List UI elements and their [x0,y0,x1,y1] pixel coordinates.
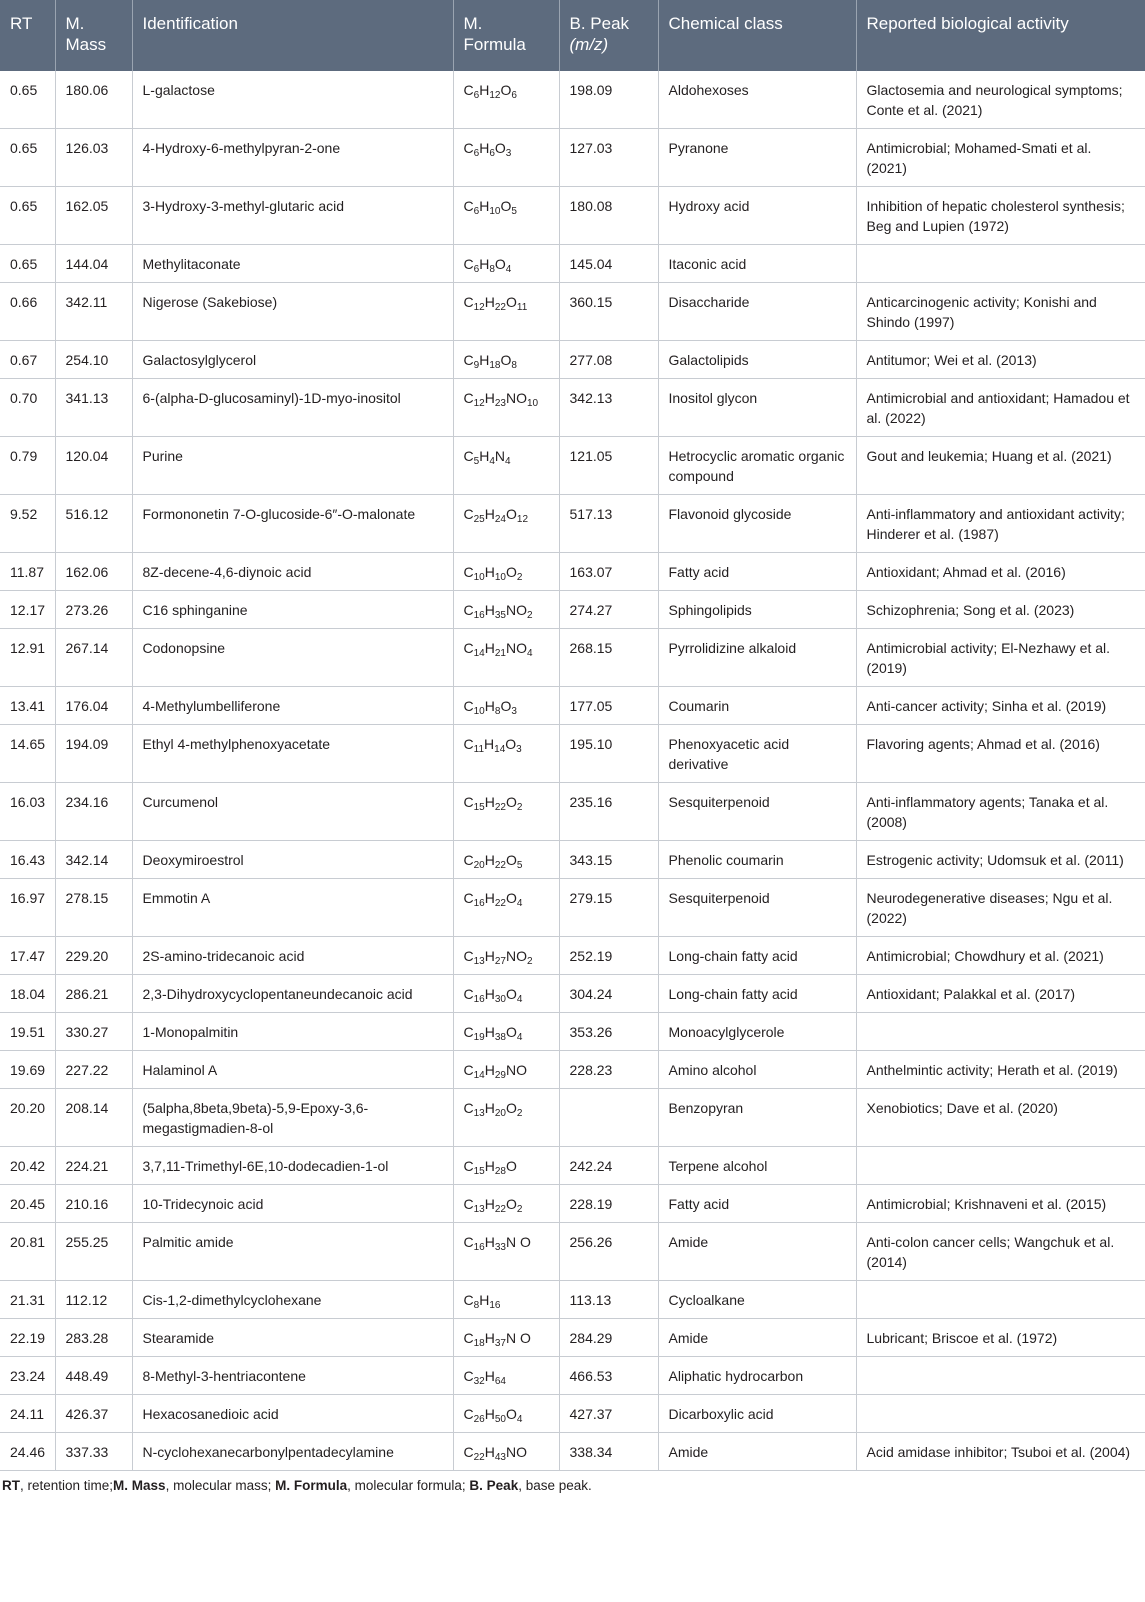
header-rt: RT [0,0,55,71]
cell-rt: 12.91 [0,629,55,687]
cell-rt: 0.65 [0,129,55,187]
cell-activity: Antimicrobial; Krishnaveni et al. (2015) [856,1185,1145,1223]
cell-rt: 0.70 [0,379,55,437]
cell-identification: 2S-amino-tridecanoic acid [132,937,453,975]
cell-class: Amide [658,1433,856,1471]
cell-activity: Gout and leukemia; Huang et al. (2021) [856,437,1145,495]
cell-mass: 254.10 [55,341,132,379]
cell-mass: 234.16 [55,783,132,841]
cell-identification: Codonopsine [132,629,453,687]
cell-bpeak: 342.13 [559,379,658,437]
table-row [0,1395,1145,1433]
cell-mass: 180.06 [55,71,132,129]
cell-formula: $C_{14}H_{29}NO$ [453,1051,559,1089]
cell-rt: 24.11 [0,1395,55,1433]
footnote-mass-abbr: M. Mass [113,1478,166,1493]
cell-bpeak: 198.09 [559,71,658,129]
cell-formula: $C_{16}H_{35}NO_2$ [453,591,559,629]
cell-rt: 14.65 [0,725,55,783]
cell-activity [856,245,1145,283]
cell-bpeak: 163.07 [559,553,658,591]
cell-identification: Cis-1,2-dimethylcyclohexane [132,1281,453,1319]
cell-bpeak: 121.05 [559,437,658,495]
cell-mass: 210.16 [55,1185,132,1223]
table-row [0,1185,1145,1223]
cell-rt: 0.65 [0,187,55,245]
table-row [0,687,1145,725]
cell-identification: Formononetin 7-O-glucoside-6″-O-malonate [132,495,453,553]
cell-mass: 144.04 [55,245,132,283]
table-row [0,71,1145,129]
table-row [0,1089,1145,1147]
cell-formula: $C_{16}H_{30}O_4$ [453,975,559,1013]
cell-activity: Antitumor; Wei et al. (2013) [856,341,1145,379]
cell-formula: $C_{10}H_{10}O_2$ [453,553,559,591]
cell-formula: $C_{16}H_{22}O_4$ [453,879,559,937]
cell-activity: Anticarcinogenic activity; Konishi and Shindo (1997) [856,283,1145,341]
table-row [0,187,1145,245]
cell-rt: 18.04 [0,975,55,1013]
cell-activity: Antimicrobial; Chowdhury et al. (2021) [856,937,1145,975]
cell-bpeak: 113.13 [559,1281,658,1319]
cell-mass: 162.06 [55,553,132,591]
cell-mass: 286.21 [55,975,132,1013]
table-row [0,591,1145,629]
cell-class: Flavonoid glycoside [658,495,856,553]
cell-rt: 23.24 [0,1357,55,1395]
cell-class: Coumarin [658,687,856,725]
cell-activity: Antimicrobial activity; El-Nezhawy et al. (2019) [856,629,1145,687]
cell-mass: 267.14 [55,629,132,687]
table-row [0,879,1145,937]
cell-bpeak: 338.34 [559,1433,658,1471]
cell-rt: 17.47 [0,937,55,975]
cell-activity: Xenobiotics; Dave et al. (2020) [856,1089,1145,1147]
cell-class: Phenolic coumarin [658,841,856,879]
cell-formula: $C_{20}H_{22}O_5$ [453,841,559,879]
table-row [0,937,1145,975]
cell-class: Hydroxy acid [658,187,856,245]
cell-rt: 0.65 [0,71,55,129]
cell-formula: $C_6H_{12}O_6$ [453,71,559,129]
cell-bpeak: 235.16 [559,783,658,841]
cell-identification: Curcumenol [132,783,453,841]
cell-mass: 426.37 [55,1395,132,1433]
cell-class: Cycloalkane [658,1281,856,1319]
cell-rt: 19.69 [0,1051,55,1089]
cell-formula: $C_{13}H_{20}O_2$ [453,1089,559,1147]
cell-bpeak [559,1089,658,1147]
cell-class: Amide [658,1319,856,1357]
cell-class: Pyranone [658,129,856,187]
table-row [0,379,1145,437]
footnote-bpeak-abbr: B. Peak [469,1478,519,1493]
header-bpeak-unit: (m/z) [569,35,609,54]
header-formula: M. Formula [453,0,559,71]
cell-rt: 12.17 [0,591,55,629]
cell-mass: 283.28 [55,1319,132,1357]
table-row [0,129,1145,187]
cell-activity: Estrogenic activity; Udomsuk et al. (2011) [856,841,1145,879]
cell-rt: 0.65 [0,245,55,283]
cell-formula: $C_9H_{18}O_8$ [453,341,559,379]
cell-activity: Anti-inflammatory and antioxidant activity; Hinderer et al. (1987) [856,495,1145,553]
cell-rt: 16.03 [0,783,55,841]
cell-identification: 6-(alpha-D-glucosaminyl)-1D-myo-inositol [132,379,453,437]
footnote-formula-abbr: M. Formula [275,1478,348,1493]
cell-class: Galactolipids [658,341,856,379]
cell-activity: Anti-colon cancer cells; Wangchuk et al. (2014) [856,1223,1145,1281]
cell-activity [856,1281,1145,1319]
cell-mass: 255.25 [55,1223,132,1281]
cell-identification: Methylitaconate [132,245,453,283]
cell-formula: $C_6H_{10}O_5$ [453,187,559,245]
cell-activity: Antimicrobial; Mohamed-Smati et al. (2021) [856,129,1145,187]
cell-class: Sphingolipids [658,591,856,629]
cell-activity: Anti-cancer activity; Sinha et al. (2019) [856,687,1145,725]
cell-formula: $C_{13}H_{22}O_2$ [453,1185,559,1223]
header-bpeak [559,0,658,71]
cell-activity: Schizophrenia; Song et al. (2023) [856,591,1145,629]
cell-mass: 330.27 [55,1013,132,1051]
table-row [0,1357,1145,1395]
cell-activity [856,1395,1145,1433]
cell-identification: N-cyclohexanecarbonylpentadecylamine [132,1433,453,1471]
cell-formula: $C_{32}H_{64}$ [453,1357,559,1395]
cell-activity: Inhibition of hepatic cholesterol synthesis; Beg and Lupien (1972) [856,187,1145,245]
cell-bpeak: 177.05 [559,687,658,725]
cell-bpeak: 517.13 [559,495,658,553]
cell-bpeak: 274.27 [559,591,658,629]
cell-identification: 1-Monopalmitin [132,1013,453,1051]
cell-formula: $C_8H_{16}$ [453,1281,559,1319]
footnote-rt-abbr: RT [2,1478,20,1493]
cell-mass: 341.13 [55,379,132,437]
cell-identification: 3-Hydroxy-3-methyl-glutaric acid [132,187,453,245]
cell-rt: 16.97 [0,879,55,937]
cell-formula: $C_{14}H_{21}NO_4$ [453,629,559,687]
cell-mass: 227.22 [55,1051,132,1089]
cell-class: Long-chain fatty acid [658,975,856,1013]
cell-class: Disaccharide [658,283,856,341]
cell-bpeak: 466.53 [559,1357,658,1395]
table-row [0,1281,1145,1319]
cell-class: Pyrrolidizine alkaloid [658,629,856,687]
table-row [0,437,1145,495]
cell-mass: 120.04 [55,437,132,495]
cell-formula: $C_5H_4N_4$ [453,437,559,495]
cell-identification: Nigerose (Sakebiose) [132,283,453,341]
table-row [0,1147,1145,1185]
table-header [0,0,1145,71]
table-row [0,245,1145,283]
cell-mass: 162.05 [55,187,132,245]
cell-formula: $C_{26}H_{50}O_4$ [453,1395,559,1433]
cell-mass: 273.26 [55,591,132,629]
cell-class: Monoacylglycerole [658,1013,856,1051]
cell-bpeak: 228.19 [559,1185,658,1223]
table-row [0,783,1145,841]
header-identification: Identification [132,0,453,71]
cell-activity: Lubricant; Briscoe et al. (1972) [856,1319,1145,1357]
cell-formula: $C_{15}H_{22}O_2$ [453,783,559,841]
table-row [0,1433,1145,1471]
cell-bpeak: 427.37 [559,1395,658,1433]
cell-activity: Flavoring agents; Ahmad et al. (2016) [856,725,1145,783]
cell-class: Itaconic acid [658,245,856,283]
cell-rt: 21.31 [0,1281,55,1319]
cell-class: Fatty acid [658,1185,856,1223]
footnote-mass-text: , molecular mass; [165,1478,276,1493]
cell-rt: 0.66 [0,283,55,341]
cell-rt: 20.45 [0,1185,55,1223]
cell-rt: 24.46 [0,1433,55,1471]
cell-class: Amino alcohol [658,1051,856,1089]
table-row [0,975,1145,1013]
table-row [0,495,1145,553]
cell-rt: 19.51 [0,1013,55,1051]
cell-formula: $C_{11}H_{14}O_3$ [453,725,559,783]
cell-class: Hetrocyclic aromatic organic compound [658,437,856,495]
cell-bpeak: 228.23 [559,1051,658,1089]
cell-identification: 8-Methyl-3-hentriacontene [132,1357,453,1395]
cell-identification: Palmitic amide [132,1223,453,1281]
cell-formula: $C_{19}H_{38}O_4$ [453,1013,559,1051]
cell-activity [856,1357,1145,1395]
cell-mass: 224.21 [55,1147,132,1185]
cell-mass: 208.14 [55,1089,132,1147]
footnote-bpeak-text: , base peak. [518,1478,592,1493]
cell-activity: Antioxidant; Ahmad et al. (2016) [856,553,1145,591]
cell-rt: 20.20 [0,1089,55,1147]
cell-activity: Antimicrobial and antioxidant; Hamadou et al. (2022) [856,379,1145,437]
cell-class: Sesquiterpenoid [658,879,856,937]
table-row [0,1319,1145,1357]
cell-identification: (5alpha,8beta,9beta)-5,9-Epoxy-3,6-megastigmadien-8-ol [132,1089,453,1147]
cell-identification: 8Z-decene-4,6-diynoic acid [132,553,453,591]
cell-rt: 11.87 [0,553,55,591]
cell-formula: $C_{13}H_{27}NO_2$ [453,937,559,975]
cell-rt: 0.79 [0,437,55,495]
table-row [0,1013,1145,1051]
cell-mass: 112.12 [55,1281,132,1319]
cell-identification: Galactosylglycerol [132,341,453,379]
cell-identification: Hexacosanedioic acid [132,1395,453,1433]
cell-activity [856,1147,1145,1185]
cell-bpeak: 127.03 [559,129,658,187]
cell-class: Fatty acid [658,553,856,591]
cell-rt: 16.43 [0,841,55,879]
cell-mass: 516.12 [55,495,132,553]
cell-bpeak: 360.15 [559,283,658,341]
cell-bpeak: 284.29 [559,1319,658,1357]
table-row [0,553,1145,591]
cell-formula: $C_{12}H_{22}O_{11}$ [453,283,559,341]
table-row [0,283,1145,341]
table-row [0,841,1145,879]
cell-class: Dicarboxylic acid [658,1395,856,1433]
cell-identification: L-galactose [132,71,453,129]
cell-formula: $C_{22}H_{43}NO$ [453,1433,559,1471]
cell-bpeak: 180.08 [559,187,658,245]
cell-class: Aliphatic hydrocarbon [658,1357,856,1395]
cell-bpeak: 145.04 [559,245,658,283]
footnote-rt-text: , retention time; [20,1478,114,1493]
header-activity: Reported biological activity [856,0,1145,71]
cell-bpeak: 304.24 [559,975,658,1013]
cell-class: Sesquiterpenoid [658,783,856,841]
cell-activity: Anti-inflammatory agents; Tanaka et al. (2008) [856,783,1145,841]
cell-bpeak: 242.24 [559,1147,658,1185]
cell-class: Inositol glycon [658,379,856,437]
cell-class: Long-chain fatty acid [658,937,856,975]
cell-formula: $C_{15}H_{28}O$ [453,1147,559,1185]
cell-activity: Acid amidase inhibitor; Tsuboi et al. (2004) [856,1433,1145,1471]
table-body [0,71,1145,1471]
cell-bpeak: 256.26 [559,1223,658,1281]
table-row [0,725,1145,783]
cell-rt: 20.42 [0,1147,55,1185]
cell-mass: 342.14 [55,841,132,879]
cell-class: Aldohexoses [658,71,856,129]
cell-identification: Emmotin A [132,879,453,937]
cell-formula: $C_{10}H_8O_3$ [453,687,559,725]
cell-bpeak: 353.26 [559,1013,658,1051]
cell-mass: 229.20 [55,937,132,975]
table-row [0,629,1145,687]
cell-activity: Neurodegenerative diseases; Ngu et al. (2022) [856,879,1145,937]
cell-rt: 22.19 [0,1319,55,1357]
cell-activity [856,1013,1145,1051]
cell-formula: $C_{18}H_{37}N$ O [453,1319,559,1357]
footnote-formula-text: , molecular formula; [347,1478,470,1493]
header-bpeak-label: B. Peak [569,14,630,33]
cell-activity: Antioxidant; Palakkal et al. (2017) [856,975,1145,1013]
table-footnote [0,1471,1145,1501]
cell-mass: 448.49 [55,1357,132,1395]
cell-bpeak: 268.15 [559,629,658,687]
cell-formula: $C_{25}H_{24}O_{12}$ [453,495,559,553]
cell-identification: 4-Methylumbelliferone [132,687,453,725]
cell-rt: 20.81 [0,1223,55,1281]
cell-class: Terpene alcohol [658,1147,856,1185]
cell-identification: Stearamide [132,1319,453,1357]
cell-identification: 4-Hydroxy-6-methylpyran-2-one [132,129,453,187]
cell-class: Amide [658,1223,856,1281]
cell-mass: 342.11 [55,283,132,341]
cell-rt: 9.52 [0,495,55,553]
cell-rt: 13.41 [0,687,55,725]
cell-mass: 176.04 [55,687,132,725]
cell-identification: 2,3-Dihydroxycyclopentaneundecanoic acid [132,975,453,1013]
header-class: Chemical class [658,0,856,71]
cell-identification: Halaminol A [132,1051,453,1089]
header-mass: M. Mass [55,0,132,71]
table-row [0,1051,1145,1089]
cell-mass: 194.09 [55,725,132,783]
cell-identification: 10-Tridecynoic acid [132,1185,453,1223]
table-row [0,341,1145,379]
cell-mass: 126.03 [55,129,132,187]
cell-identification: C16 sphinganine [132,591,453,629]
cell-mass: 278.15 [55,879,132,937]
cell-bpeak: 195.10 [559,725,658,783]
cell-identification: Deoxymiroestrol [132,841,453,879]
cell-bpeak: 279.15 [559,879,658,937]
cell-formula: $C_6H_6O_3$ [453,129,559,187]
cell-bpeak: 252.19 [559,937,658,975]
cell-formula: $C_{12}H_{23}NO_{10}$ [453,379,559,437]
cell-identification: Purine [132,437,453,495]
cell-identification: Ethyl 4-methylphenoxyacetate [132,725,453,783]
cell-class: Phenoxyacetic acid derivative [658,725,856,783]
cell-mass: 337.33 [55,1433,132,1471]
cell-formula: $C_{16}H_{33}N$ O [453,1223,559,1281]
table-row [0,1223,1145,1281]
cell-rt: 0.67 [0,341,55,379]
cell-activity: Anthelmintic activity; Herath et al. (2019) [856,1051,1145,1089]
cell-formula: $C_6H_8O_4$ [453,245,559,283]
cell-class: Benzopyran [658,1089,856,1147]
cell-activity: Glactosemia and neurological symptoms; Conte et al. (2021) [856,71,1145,129]
cell-bpeak: 277.08 [559,341,658,379]
cell-identification: 3,7,11-Trimethyl-6E,10-dodecadien-1-ol [132,1147,453,1185]
cell-bpeak: 343.15 [559,841,658,879]
